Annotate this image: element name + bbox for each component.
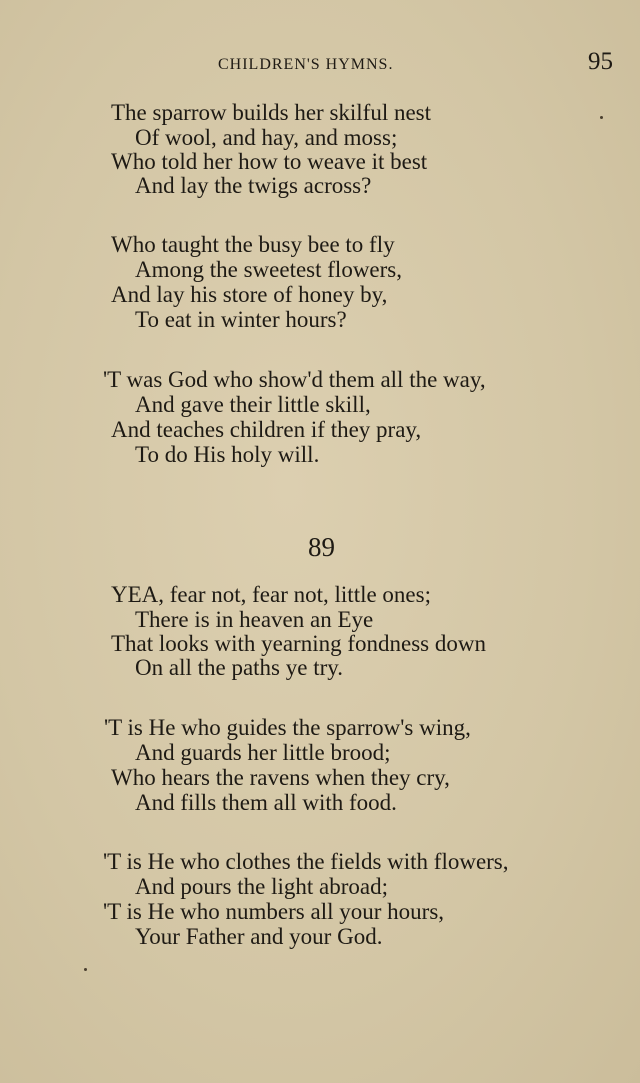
verse-line: On all the paths ye try.	[135, 655, 344, 680]
verse-line: 'T is He who clothes the fields with flowers,	[103, 849, 509, 874]
paper-speck	[600, 116, 603, 119]
hymn-number: 89	[308, 532, 335, 562]
paper-speck	[84, 968, 87, 971]
verse-line: And gave their little skill,	[135, 392, 371, 417]
verse-line: The sparrow builds her skilful nest	[111, 100, 432, 125]
verse-line: Who taught the busy bee to fly	[111, 232, 395, 257]
verse-line: 'T is He who numbers all your hours,	[103, 899, 445, 924]
page-number: 95	[588, 48, 613, 75]
verse-line: Among the sweetest flowers,	[135, 257, 402, 282]
verse-line: There is in heaven an Eye	[135, 607, 374, 632]
verse-line: And lay the twigs across?	[135, 173, 372, 198]
verse-line: And guards her little brood;	[135, 740, 391, 765]
verse-line: And lay his store of honey by,	[111, 282, 388, 307]
verse-line: To eat in winter hours?	[135, 307, 347, 332]
verse-line: Who hears the ravens when they cry,	[111, 765, 450, 790]
verse-line: That looks with yearning fondness down	[111, 631, 486, 656]
verse-line: Your Father and your God.	[135, 924, 383, 949]
verse-line: And pours the light abroad;	[135, 874, 388, 899]
verse-line: Of wool, and hay, and moss;	[135, 125, 398, 150]
running-head: CHILDREN'S HYMNS.	[218, 56, 394, 73]
verse-line: Who told her how to weave it best	[111, 149, 428, 174]
verse-line: YEA, fear not, fear not, little ones;	[111, 582, 431, 607]
verse-line: And fills them all with food.	[135, 790, 397, 815]
verse-line: To do His holy will.	[135, 442, 320, 467]
verse-line: 'T was God who show'd them all the way,	[103, 367, 486, 392]
verse-line: And teaches children if they pray,	[111, 417, 422, 442]
verse-line: 'T is He who guides the sparrow's wing,	[104, 715, 471, 740]
